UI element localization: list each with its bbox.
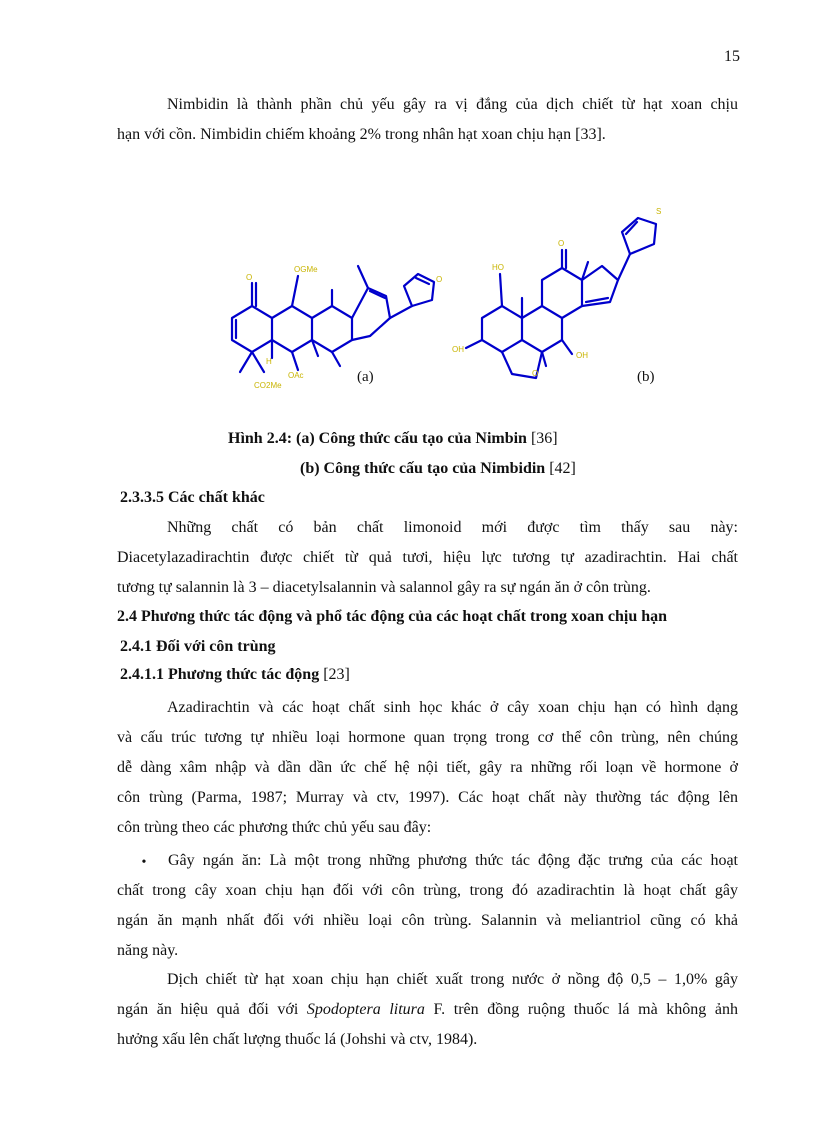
nimbidin-ring-a	[482, 306, 522, 352]
nimbin-ring-b	[272, 306, 312, 352]
figure-label-b: (b)	[637, 369, 655, 385]
figure-caption-line-1: Hình 2.4: (a) Công thức cấu tạo của Nimbin [36]	[228, 430, 558, 447]
section-2411-p2-line-2: ngán ăn hiệu quả đối với Spodoptera litura F. trên đồng ruộng thuốc lá mà không ảnh	[117, 1001, 739, 1018]
nimbidin-atom-s: S	[656, 207, 662, 216]
section-2411-p2-line-1: Dịch chiết từ hạt xoan chịu hạn chiết xuất trong nước ở nồng độ 0,5 – 1,0% gây	[167, 971, 738, 988]
nimbidin-thiophene-ring	[622, 218, 656, 254]
heading-2-3-3-5: 2.3.3.5 Các chất khác	[120, 489, 265, 506]
nimbin-ring-d	[352, 288, 390, 340]
section-2411-p2-line-3: hưởng xấu lên chất lượng thuốc lá (Johshi và ctv, 1984).	[117, 1031, 478, 1048]
nimbin-ring-c	[312, 306, 352, 352]
nimbin-atom-o2: O	[436, 275, 443, 284]
heading-2-4: 2.4 Phương thức tác động và phổ tác động của các hoạt chất trong xoan chịu hạn	[117, 608, 668, 625]
nimbin-atom-o1: O	[246, 273, 253, 282]
nimbin-ring-a	[232, 306, 272, 352]
heading-2-4-1-1: 2.4.1.1 Phương thức tác động [23]	[120, 666, 350, 683]
nimbin-atom-ogme: OGMe	[294, 265, 318, 274]
section-2411-p1-line-1: Azadirachtin và các hoạt chất sinh học khác ở cây xoan chịu hạn có hình dạng	[167, 699, 738, 716]
bullet-line-3: ngán ăn mạnh nhất đối với nhiều loại côn trùng. Salannin và meliantriol cũng có khả	[117, 912, 738, 929]
section-2411-p1-line-4: côn trùng (Parma, 1987; Murray và ctv, 1997). Các hoạt chất này thường tác động lên	[117, 789, 738, 806]
intro-line-2: hạn với cồn. Nimbidin chiếm khoảng 2% trong nhân hạt xoan chịu hạn [33].	[117, 126, 606, 143]
nimbin-atom-oac: OAc	[288, 371, 304, 380]
bullet-point: •	[141, 855, 147, 870]
section-2411-p1-line-2: và cấu trúc tương tự nhiều loại hormone quan trọng trong cơ thể côn trùng, nên chúng	[117, 729, 738, 746]
section-2411-p1-line-3: dễ dàng xâm nhập và dần dần ức chế hệ nội tiết, gây ra những rối loạn về hormone ở	[117, 759, 738, 776]
section-2335-line-2: Diacetylazadirachtin được chiết từ quả tươi, hiệu lực tương tự azadirachtin. Hai chất	[117, 549, 738, 566]
page-number: 15	[724, 48, 740, 65]
species-name: Spodoptera litura	[306, 1001, 425, 1018]
bullet-line-1: Gây ngán ăn: Là một trong những phương thức tác động đặc trưng của các hoạt	[168, 852, 738, 869]
section-2411-p1-line-5: côn trùng theo các phương thức chủ yếu sau đây:	[117, 819, 432, 836]
figure-label-a: (a)	[357, 369, 374, 385]
chemical-structures-figure	[200, 188, 680, 398]
bullet-line-2: chất trong cây xoan chịu hạn đối với côn trùng, trong đó azadirachtin là hoạt chất gây	[117, 882, 738, 899]
nimbidin-ring-b	[522, 306, 562, 352]
section-2335-line-3: tương tự salannin là 3 – diacetylsalannin và salannol gây ra sự ngán ăn ở côn trùng.	[117, 579, 651, 596]
heading-2-4-1: 2.4.1 Đối với côn trùng	[120, 638, 276, 655]
figure-caption-line-2: (b) Công thức cấu tạo của Nimbidin [42]	[300, 460, 576, 477]
nimbidin-atom-oh2: OH	[576, 351, 588, 360]
nimbidin-atom-ho: HO	[492, 263, 504, 272]
bullet-line-4: năng này.	[117, 942, 179, 959]
section-2335-line-1: Những chất có bản chất limonoid mới được tìm thấy sau này:	[167, 519, 738, 536]
nimbin-atom-h: H	[266, 357, 272, 366]
nimbin-atom-cgme: CO2Me	[254, 381, 282, 390]
nimbidin-atom-o2: O	[532, 369, 539, 378]
nimbidin-atom-oh1: OH	[452, 345, 464, 354]
intro-line-1: Nimbidin là thành phần chủ yếu gây ra vị đắng của dịch chiết từ hạt xoan chịu	[167, 96, 738, 113]
structure-drawing	[200, 188, 680, 398]
nimbidin-atom-o1: O	[558, 239, 565, 248]
